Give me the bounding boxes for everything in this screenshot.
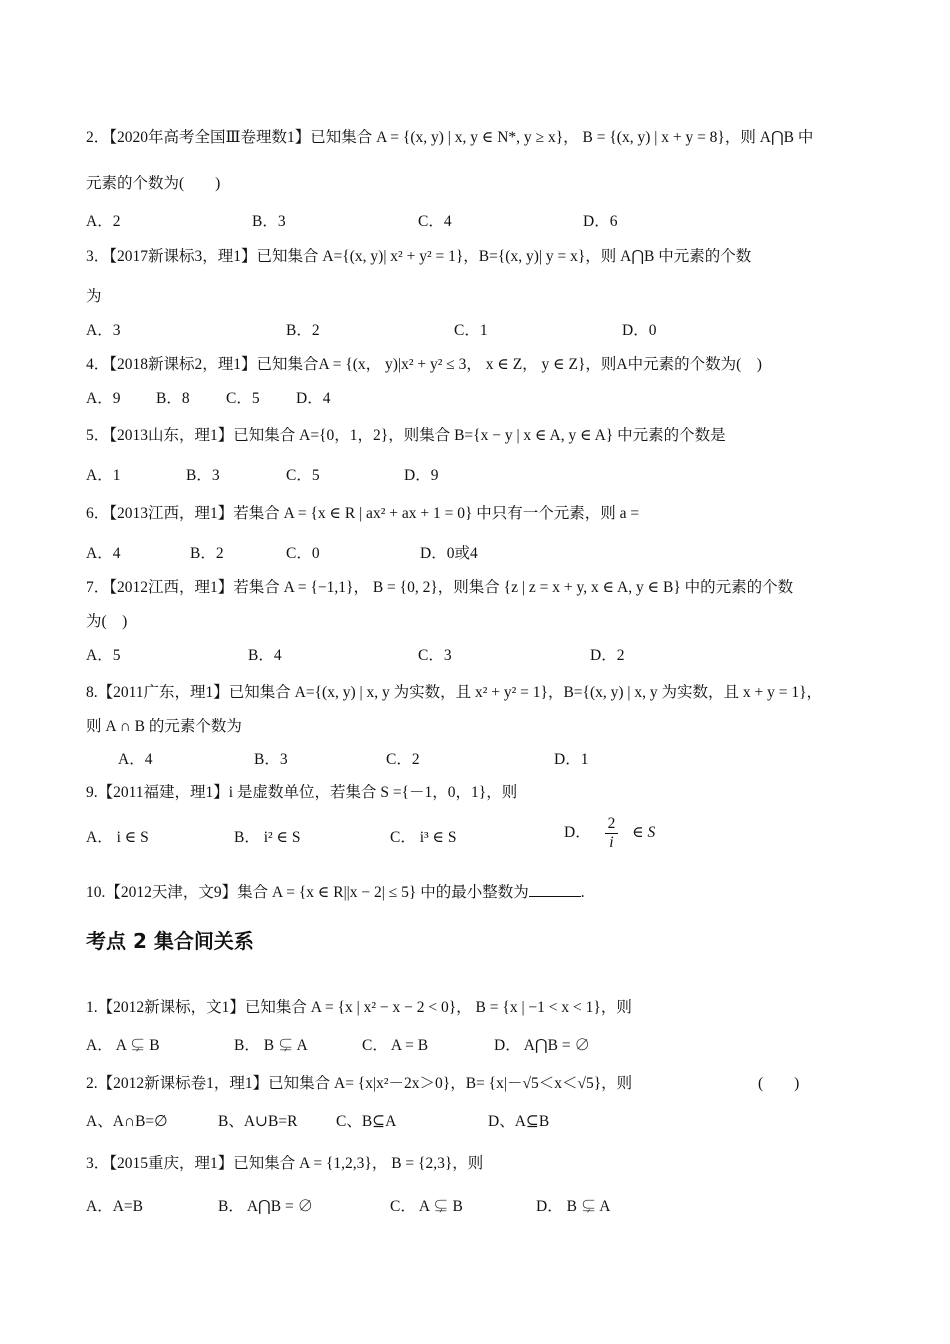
option-b: B． B ⊊ A <box>234 1037 308 1054</box>
question-3-stem: 3．【2017新课标3，理1】已知集合 A={(x, y)| x² + y² = 1}，B={(x, y)| y = x}，则 A⋂B 中元素的个数 <box>86 248 752 265</box>
option-c: C． A = B <box>362 1037 429 1054</box>
option-a: A、A∩B=∅ <box>86 1113 168 1130</box>
option-b: B．3 <box>186 467 220 484</box>
question-3-stem-cont: 为 <box>86 288 102 305</box>
option-a: A．4 <box>118 751 153 768</box>
fraction-denominator: i <box>609 834 614 851</box>
option-d: D．2 <box>590 647 625 664</box>
option-c: C．3 <box>418 647 452 664</box>
option-c: C． i³ ∈ S <box>390 829 457 846</box>
question-7-stem-cont: 为( ) <box>86 613 128 630</box>
s2-question-2-stem <box>86 1073 880 1095</box>
answer-paren: ( ) <box>758 1075 800 1092</box>
question-3-options <box>86 320 806 342</box>
option-d: D．1 <box>554 751 589 768</box>
option-b: B． i² ∈ S <box>234 829 301 846</box>
option-a: A．A=B <box>86 1198 143 1215</box>
fraction <box>605 815 619 852</box>
question-8-stem: 8.【2011广东，理1】已知集合 A={(x, y) | x, y 为实数，且 x² + y² = 1}，B={(x, y) | x, y 为实数，且 x + y = 1}， <box>86 684 823 701</box>
question-9-options <box>86 815 806 853</box>
s2-question-1-options <box>86 1035 806 1057</box>
option-a: A．2 <box>86 213 121 230</box>
s2-question-2-options <box>86 1111 806 1133</box>
option-b: B．2 <box>190 545 224 562</box>
fraction-numerator: 2 <box>605 815 619 834</box>
question-5-options <box>86 465 806 487</box>
answer-blank[interactable] <box>529 882 581 897</box>
question-6-stem: 6．【2013江西，理1】若集合 A = {x ∈ R | ax² + ax + 1 = 0} 中只有一个元素，则 a = <box>86 505 640 522</box>
question-5-stem: 5．【2013山东，理1】已知集合 A={0，1，2}，则集合 B={x − y | x ∈ A, y ∈ A} 中元素的个数是 <box>86 427 726 444</box>
question-8-options <box>118 749 808 771</box>
question-2-options <box>86 211 806 233</box>
option-c: C．0 <box>286 545 320 562</box>
option-c: C．4 <box>418 213 452 230</box>
option-d: D．4 <box>296 390 331 407</box>
option-c: C．1 <box>454 322 488 339</box>
option-d: D．0或4 <box>420 545 478 562</box>
option-b: B、A∪B=R <box>218 1113 298 1130</box>
s2-question-1-stem: 1.【2012新课标，文1】已知集合 A = {x | x² − x − 2 < 0}， B = {x | −1 < x < 1}，则 <box>86 999 632 1016</box>
option-d-tail: ∈ S <box>632 824 656 842</box>
option-d <box>564 815 655 852</box>
option-a: A．4 <box>86 545 121 562</box>
option-c: C．2 <box>386 751 420 768</box>
option-d: D．6 <box>583 213 618 230</box>
question-6-options <box>86 543 806 565</box>
option-d: D．0 <box>622 322 657 339</box>
question-7-stem: 7．【2012江西，理1】若集合 A = {−1,1}， B = {0, 2}，则集合 {z | z = x + y, x ∈ A, y ∈ B} 中的元素的个数 <box>86 579 794 596</box>
option-a: A．3 <box>86 322 121 339</box>
option-b: B．3 <box>254 751 288 768</box>
question-7-options <box>86 645 806 667</box>
option-a: A． i ∈ S <box>86 829 149 846</box>
question-2-stem: 2．【2020年高考全国Ⅲ卷理数1】已知集合 A = {(x, y) | x, y ∈ N*, y ≥ x}， B = {(x, y) | x + y = 8}，则 A⋂B 中 <box>86 129 814 146</box>
s2-question-3-options <box>86 1196 806 1218</box>
option-a: A． A ⊊ B <box>86 1037 160 1054</box>
s2-question-3-stem: 3．【2015重庆，理1】已知集合 A = {1,2,3}， B = {2,3}，则 <box>86 1155 484 1172</box>
option-b: B．8 <box>156 390 190 407</box>
option-a: A．1 <box>86 467 121 484</box>
question-4-options <box>86 388 806 410</box>
question-10-text: 10.【2012天津，文9】集合 A = {x ∈ R||x − 2| ≤ 5} 中的最小整数为 <box>86 884 529 901</box>
option-c: C．5 <box>286 467 320 484</box>
option-c: C． A ⊊ B <box>390 1198 463 1215</box>
option-d: D、A⊆B <box>488 1113 550 1130</box>
question-10-period: . <box>580 884 585 901</box>
option-a: A．9 <box>86 390 121 407</box>
option-d: D． B ⊊ A <box>536 1198 611 1215</box>
question-2-stem-cont: 元素的个数为( ) <box>86 175 221 192</box>
question-9-stem: 9.【2011福建，理1】i 是虚数单位，若集合 S ={－1，0，1}，则 <box>86 784 518 801</box>
option-c: C、B⊆A <box>336 1113 397 1130</box>
option-d-label: D． <box>564 824 591 842</box>
question-10-stem <box>86 882 880 904</box>
option-b: B．3 <box>252 213 286 230</box>
option-d: D． A⋂B = ∅ <box>494 1037 590 1054</box>
option-b: B．4 <box>248 647 282 664</box>
option-c: C．5 <box>226 390 260 407</box>
option-b: B．2 <box>286 322 320 339</box>
question-4-stem: 4．【2018新课标2，理1】已知集合A = {(x， y)|x² + y² ≤ 3， x ∈ Z， y ∈ Z}，则A中元素的个数为( ) <box>86 356 762 373</box>
option-b: B． A⋂B = ∅ <box>218 1198 314 1215</box>
section-heading: 考点 2 集合间关系 <box>86 929 254 953</box>
question-8-stem-cont: 则 A ∩ B 的元素个数为 <box>86 718 242 735</box>
option-a: A．5 <box>86 647 121 664</box>
option-d: D．9 <box>404 467 439 484</box>
s2-question-2-text: 2.【2012新课标卷1，理1】已知集合 A= {x|x²－2x＞0}，B= {x|－√5＜x＜√5}，则 <box>86 1075 633 1092</box>
